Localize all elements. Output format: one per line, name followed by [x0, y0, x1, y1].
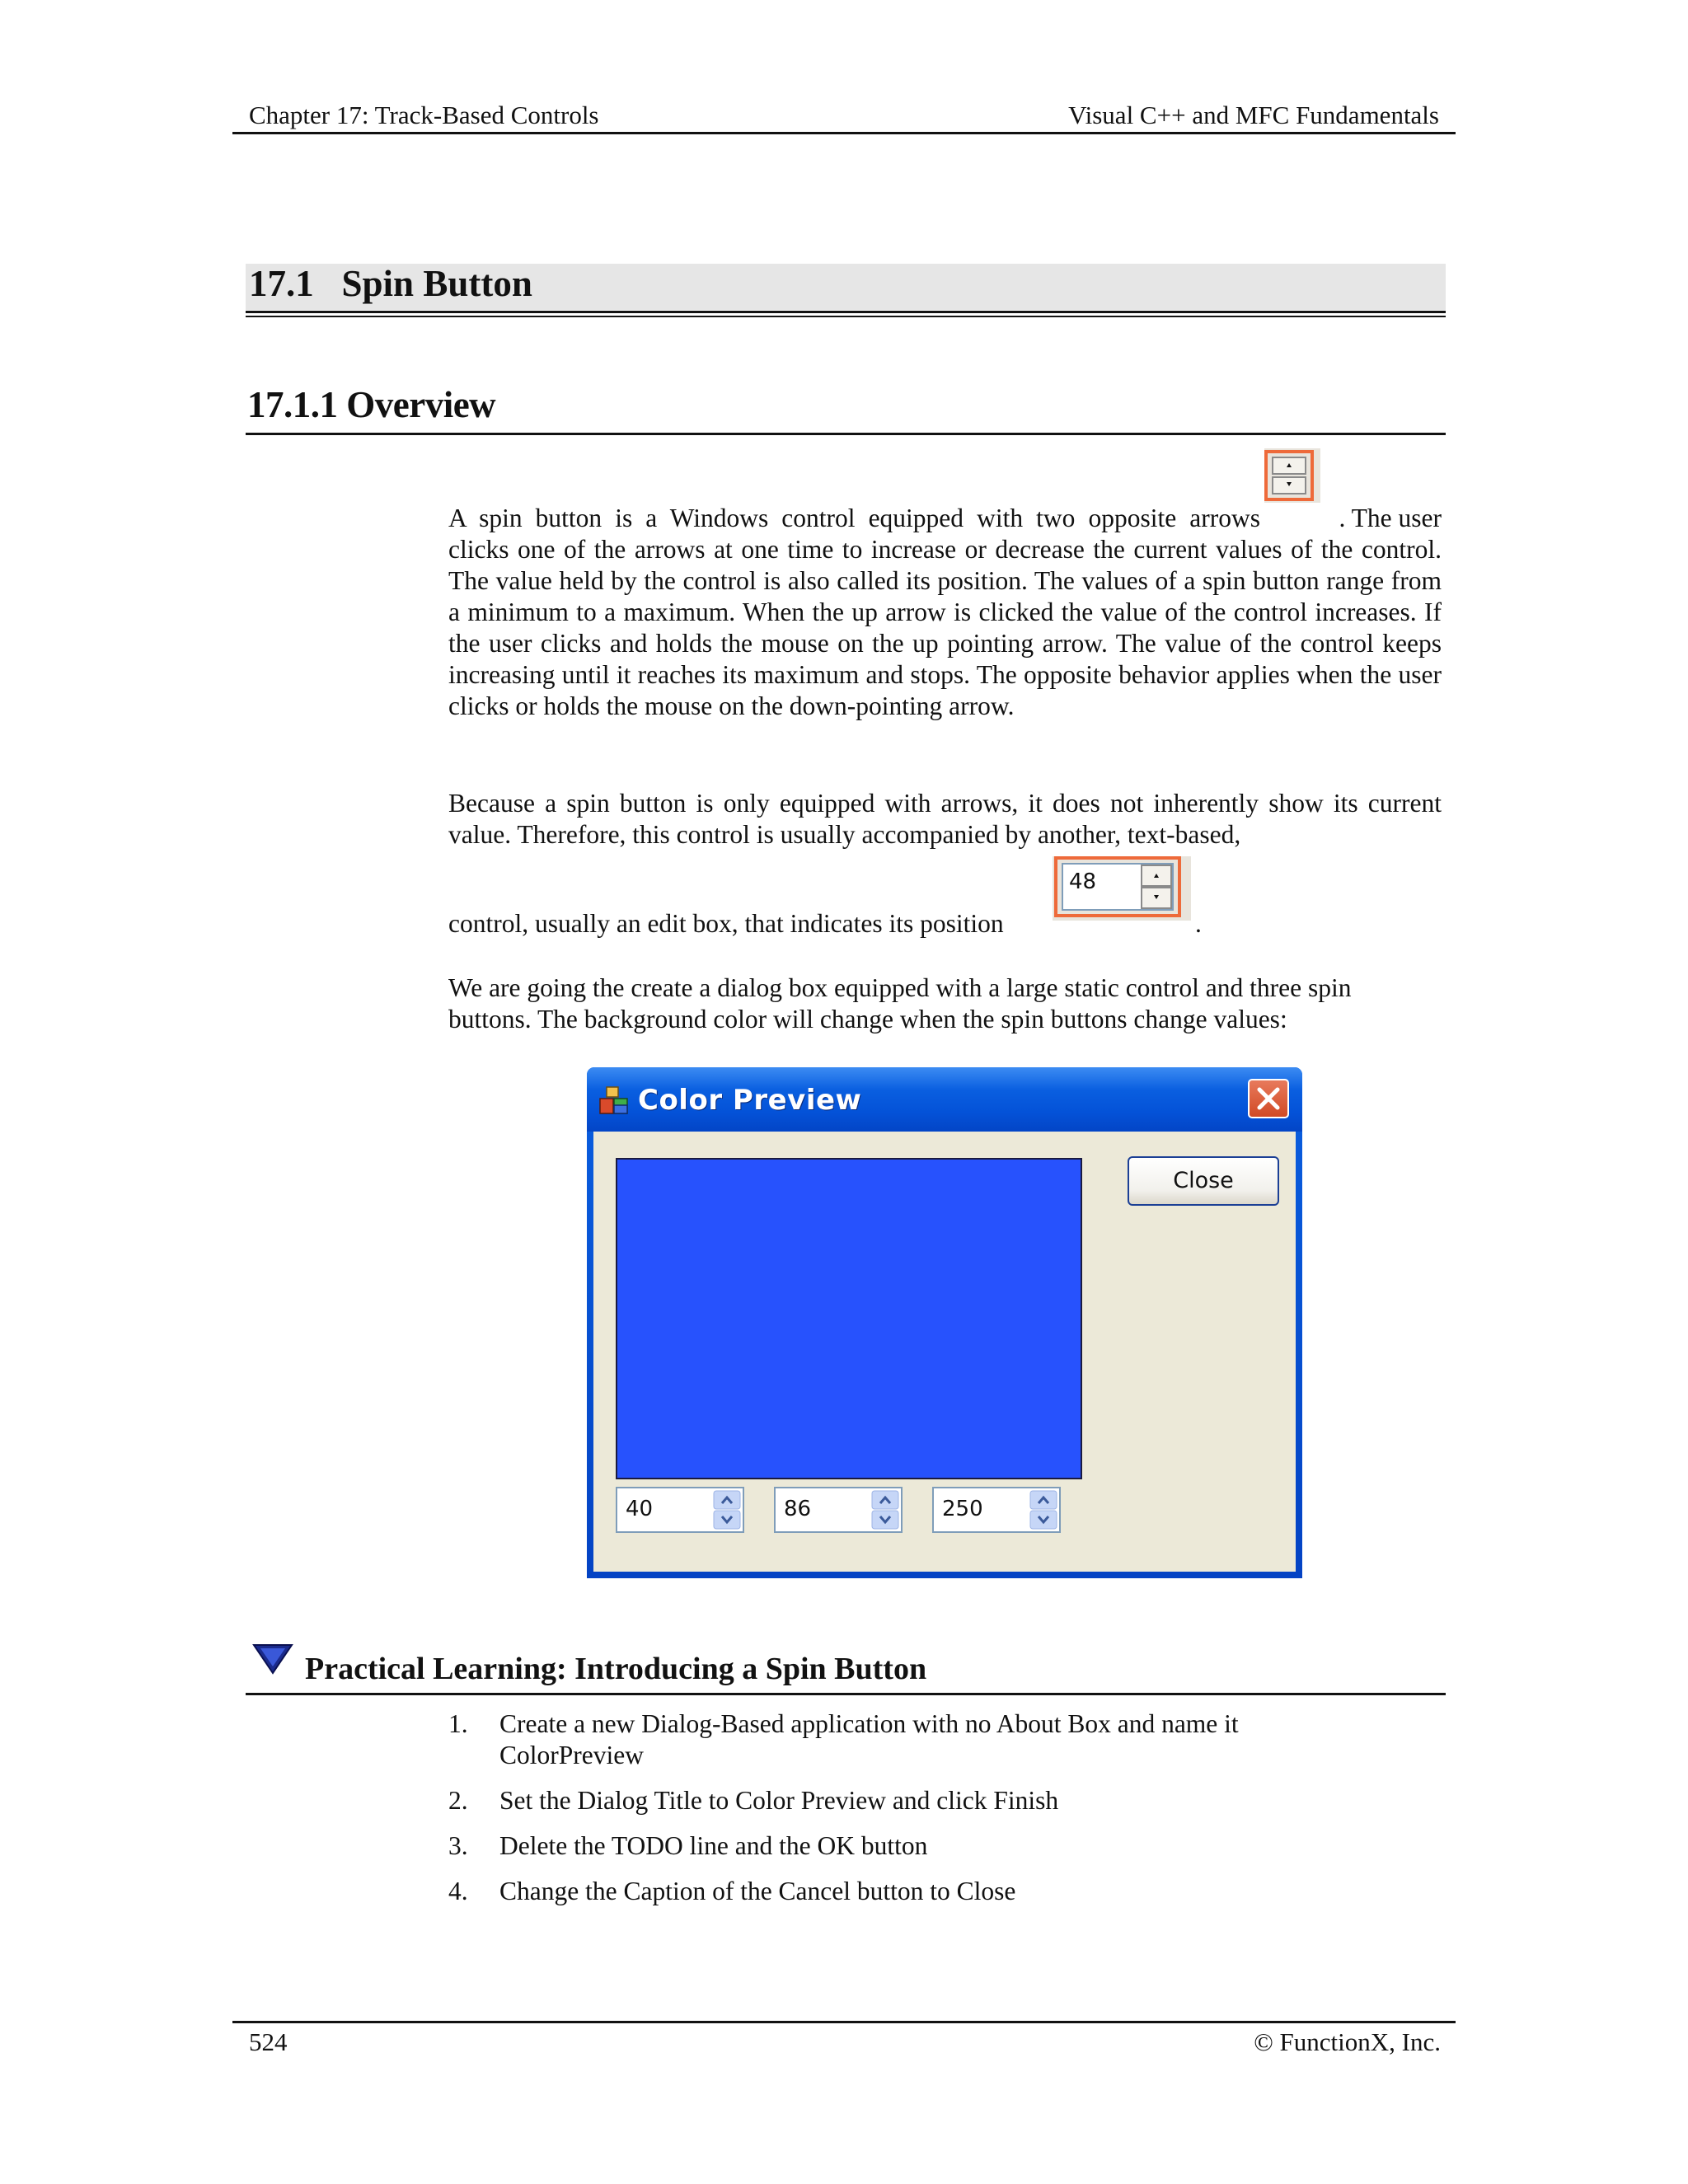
subsection-rule [246, 433, 1446, 435]
red-spin-edit[interactable] [616, 1487, 744, 1533]
color-preview-panel [616, 1158, 1082, 1479]
app-icon [598, 1085, 630, 1117]
dialog-title: Color Preview [638, 1084, 862, 1117]
overview-paragraph-1-rest: clicks one of the arrows at one time to increase or decrease the current values of the control. The value held by the control is also called its position. The values of a spin button range from a minimum to a maximum. When the up arrow is clicked the value of the control increases. If the user clicks and holds the mouse on the up pointing arrow. The value of the control keeps increasing until it reaches its maximum and stops. The opposite behavior applies when the user clicks or holds the mouse on the down-pointing arrow. [448, 535, 1442, 720]
header-rule [232, 132, 1456, 134]
subsection-title: 17.1.1 Overview [247, 384, 496, 425]
page-number: 524 [249, 2027, 288, 2056]
overview-line-1: A spin button is a Windows control equipped with two opposite arrows [448, 504, 1260, 532]
dialog-client-area [593, 1132, 1296, 1572]
step-number: 2. [448, 1786, 468, 1815]
step-number: 3. [448, 1831, 468, 1860]
running-header-left: Chapter 17: Track-Based Controls [249, 101, 599, 129]
color-preview-dialog [587, 1067, 1302, 1578]
overview-paragraph-2: Because a spin button is only equipped with arrows, it does not inherently show its current value. Therefore, this control is usually accompanied by another, text-based, [448, 789, 1442, 849]
step-number: 4. [448, 1877, 468, 1905]
green-value: 86 [784, 1497, 812, 1521]
spin-button-icon [1259, 445, 1325, 509]
blue-spin-edit[interactable] [932, 1487, 1061, 1533]
red-value: 40 [626, 1497, 654, 1521]
close-button[interactable]: Close [1128, 1156, 1279, 1206]
dialog-titlebar[interactable] [587, 1067, 1302, 1132]
spin-arrows-icon[interactable] [713, 1490, 741, 1530]
triangle-down-icon [251, 1640, 295, 1676]
step-text: Create a new Dialog-Based application with no About Box and name it ColorPreview [499, 1709, 1239, 1769]
spin-arrows-icon[interactable] [871, 1490, 899, 1530]
section-title: 17.1 Spin Button [249, 263, 532, 304]
close-x-icon [1250, 1080, 1287, 1117]
step-text: Set the Dialog Title to Color Preview and click Finish [499, 1786, 1059, 1815]
section-rule-bottom [246, 316, 1446, 317]
step-text: Delete the TODO line and the OK button [499, 1831, 928, 1860]
overview-line-1-end: . The user [1339, 504, 1442, 532]
green-spin-edit[interactable] [774, 1487, 903, 1533]
overview-paragraph-2-end: . [1195, 909, 1202, 938]
step-text: Change the Caption of the Cancel button to Close [499, 1877, 1016, 1905]
overview-paragraph-2-last: control, usually an edit box, that indicates its position [448, 909, 1004, 938]
overview-paragraph-3: We are going the create a dialog box equipped with a large static control and three spin buttons. The background color will change when the spin buttons change values: [448, 973, 1352, 1033]
footer-rule [232, 2021, 1456, 2023]
step-number: 1. [448, 1709, 468, 1738]
dialog-close-button[interactable] [1248, 1079, 1289, 1118]
overview-paragraph-1 [448, 503, 1442, 534]
practical-learning-title: Practical Learning: Introducing a Spin Button [305, 1652, 927, 1686]
copyright: © FunctionX, Inc. [1254, 2027, 1441, 2056]
spin-edit-value: 48 [1069, 869, 1097, 894]
spin-arrows-icon[interactable] [1029, 1490, 1057, 1530]
blue-value: 250 [942, 1497, 983, 1521]
section-rule-top [246, 311, 1446, 313]
practical-rule [246, 1693, 1446, 1695]
spin-edit-example [1053, 855, 1196, 924]
running-header-right: Visual C++ and MFC Fundamentals [1068, 101, 1439, 129]
